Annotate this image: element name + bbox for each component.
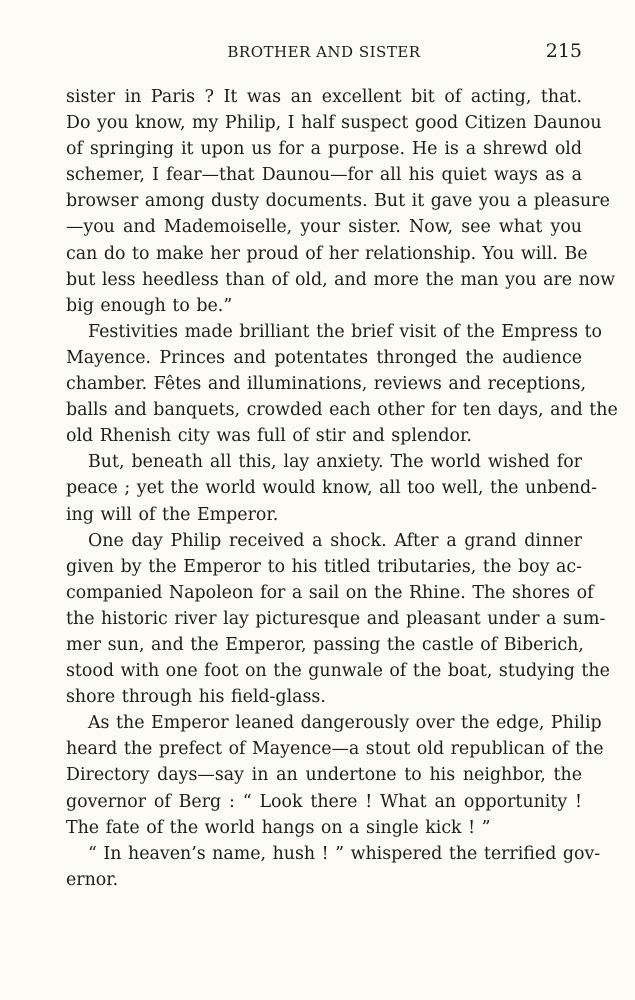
text-line: but less heedless than of old, and more the man you are now: [66, 269, 616, 290]
page-header: [66, 40, 582, 64]
text-line: old Rhenish city was full of stir and splendor.: [66, 426, 472, 447]
text-line: heard the prefect of Mayence—a stout old republican of the: [66, 739, 604, 760]
body-text: [66, 84, 618, 893]
paragraph: [66, 528, 610, 711]
text-line: One day Philip received a shock. After a grand dinner: [88, 530, 582, 551]
running-title: BROTHER AND SISTER: [227, 43, 421, 61]
text-line: ing will of the Emperor.: [66, 504, 279, 525]
text-line: the historic river lay picturesque and pleasant under a sum-: [66, 608, 606, 629]
text-line: chamber. Fêtes and illuminations, reviews and receptions,: [66, 374, 587, 395]
text-line: As the Emperor leaned dangerously over the edge, Philip: [88, 713, 602, 734]
paragraph: [66, 319, 618, 449]
text-line: But, beneath all this, lay anxiety. The world wished for: [88, 452, 582, 473]
text-line: can do to make her proud of her relationship. You will. Be: [66, 243, 588, 264]
text-line: Directory days—say in an undertone to his neighbor, the: [66, 765, 582, 786]
text-line: “ In heaven’s name, hush ! ” whispered the terrified gov-: [88, 843, 601, 864]
text-line: balls and banquets, crowded each other for ten days, and the: [66, 400, 618, 421]
text-line: The fate of the world hangs on a single kick ! ”: [66, 817, 491, 838]
text-line: Mayence. Princes and potentates thronged the audience: [66, 347, 582, 368]
text-line: ernor.: [66, 869, 119, 890]
text-line: Festivities made brilliant the brief visit of the Empress to: [88, 321, 603, 342]
text-line: stood with one foot on the gunwale of the boat, studying the: [66, 661, 610, 682]
paragraph: [66, 449, 598, 527]
text-line: governor of Berg : “ Look there ! What an opportunity !: [66, 791, 582, 812]
text-line: mer sun, and the Emperor, passing the castle of Biberich,: [66, 634, 584, 655]
text-line: of springing it upon us for a purpose. He is a shrewd old: [66, 139, 582, 160]
text-line: given by the Emperor to his titled tributaries, the boy ac-: [66, 556, 582, 577]
text-line: —you and Mademoiselle, your sister. Now, see what you: [66, 217, 582, 238]
paragraph: [66, 710, 604, 840]
text-line: shore through his field-glass.: [66, 687, 326, 708]
paragraph: [66, 841, 601, 893]
paragraph: [66, 84, 616, 319]
page-number: 215: [545, 40, 582, 62]
text-line: Do you know, my Philip, I half suspect good Citizen Daunou: [66, 113, 602, 134]
text-line: peace ; yet the world would know, all too well, the unbend-: [66, 478, 598, 499]
text-line: sister in Paris ? It was an excellent bit of acting, that.: [66, 87, 582, 107]
text-line: big enough to be.”: [66, 295, 233, 316]
text-line: companied Napoleon for a sail on the Rhine. The shores of: [66, 582, 594, 603]
text-line: browser among dusty documents. But it gave you a pleasure: [66, 191, 610, 212]
text-line: schemer, I fear—that Daunou—for all his quiet ways as a: [66, 165, 582, 186]
